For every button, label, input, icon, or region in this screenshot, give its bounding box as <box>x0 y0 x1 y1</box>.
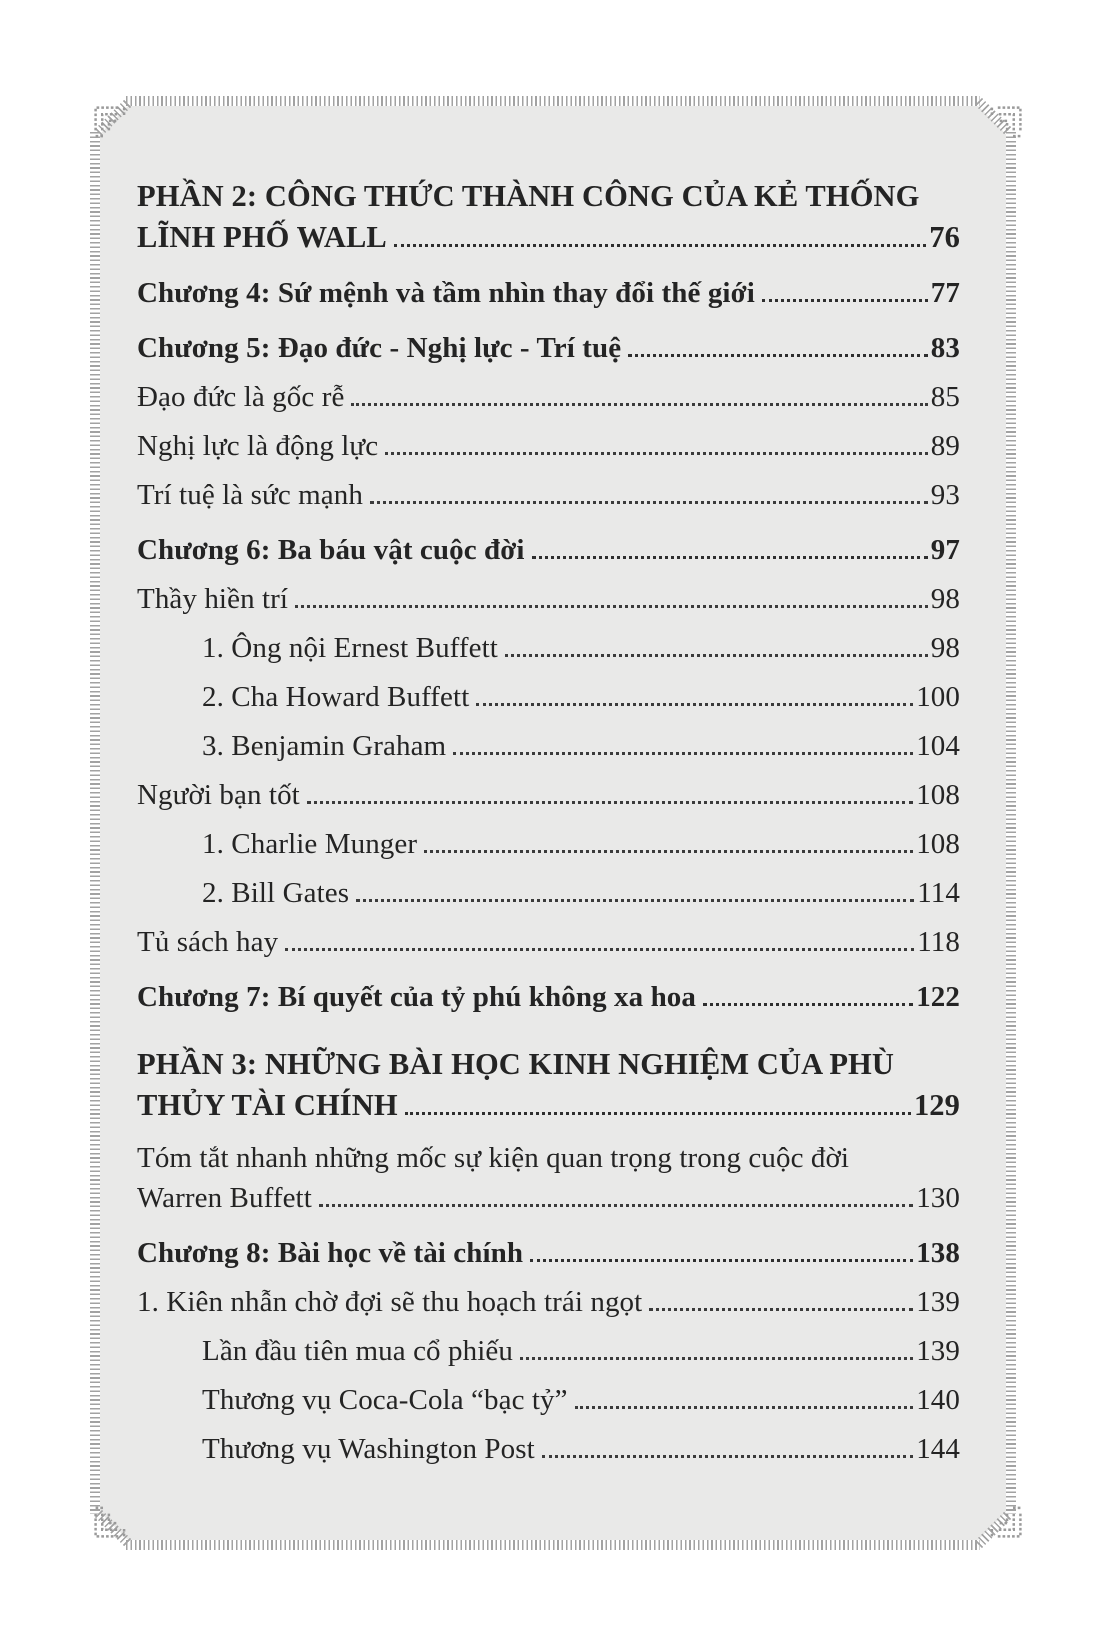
corner-ornament-icon <box>990 100 1028 138</box>
toc-entry-title: LĨNH PHỐ WALL <box>137 220 387 254</box>
dot-leader <box>575 1406 914 1409</box>
dot-leader <box>542 1455 913 1458</box>
toc-entry <box>137 176 960 258</box>
dot-leader <box>351 403 927 406</box>
toc-entry-title: Thương vụ Washington Post <box>202 1433 535 1465</box>
toc-entry-title: Người bạn tốt <box>137 779 300 811</box>
toc-entry <box>137 273 960 313</box>
toc-entry-page-number: 114 <box>917 877 960 909</box>
toc-entry-title: 2. Cha Howard Buffett <box>202 681 470 713</box>
dot-leader <box>319 1204 913 1207</box>
toc-entry <box>137 726 960 766</box>
toc-entry-page-number: 85 <box>930 381 960 413</box>
toc-entry-page-number: 138 <box>916 1237 960 1269</box>
toc-entry-page-number: 108 <box>916 779 960 811</box>
toc-entry <box>137 1282 960 1322</box>
toc-entry-page-number: 100 <box>916 681 960 713</box>
toc-entry-title: Warren Buffett <box>137 1182 312 1214</box>
toc-entry-title-line1: Tóm tắt nhanh những mốc sự kiện quan trọng trong cuộc đời <box>137 1142 850 1174</box>
toc-entry-title: Nghị lực là động lực <box>137 430 379 462</box>
toc-entry <box>137 579 960 619</box>
toc-entry-page-number: 98 <box>930 632 960 664</box>
toc-entry-page-number: 104 <box>916 730 960 762</box>
toc-entry-page-number: 76 <box>929 220 960 254</box>
toc-entry-page-number: 129 <box>913 1088 960 1122</box>
toc-entry-title-line1: PHẦN 3: NHỮNG BÀI HỌC KINH NGHIỆM CỦA PHÙ <box>137 1047 894 1081</box>
toc-entry-title: THỦY TÀI CHÍNH <box>137 1088 398 1122</box>
dot-leader <box>628 354 928 357</box>
toc-entry-title: Trí tuệ là sức mạnh <box>137 479 363 511</box>
toc-entry <box>137 873 960 913</box>
dot-leader <box>394 244 926 247</box>
dot-leader <box>649 1308 913 1311</box>
toc-entry-title: Chương 6: Ba báu vật cuộc đời <box>137 534 525 566</box>
dot-leader <box>285 948 914 951</box>
tick-border-left <box>90 132 100 1514</box>
toc-entry <box>137 922 960 962</box>
toc-entry-page-number: 139 <box>916 1286 960 1318</box>
tick-border-right <box>1006 132 1016 1514</box>
toc-entry <box>137 628 960 668</box>
toc-entry-title: Đạo đức là gốc rễ <box>137 381 345 413</box>
toc-entry <box>137 677 960 717</box>
dot-leader <box>385 452 928 455</box>
toc-entry-title: Thương vụ Coca-Cola “bạc tỷ” <box>202 1384 568 1416</box>
dot-leader <box>530 1259 913 1262</box>
corner-ornament-icon <box>88 1506 126 1544</box>
tick-border-bottom <box>126 1540 980 1550</box>
dot-leader <box>424 850 913 853</box>
toc-entry <box>137 377 960 417</box>
toc-entry-page-number: 139 <box>916 1335 960 1367</box>
toc-entry-title: 1. Charlie Munger <box>202 828 418 860</box>
toc-entry-title: Chương 8: Bài học về tài chính <box>137 1237 524 1269</box>
toc-entry <box>137 1233 960 1273</box>
toc-entry-title: 1. Kiên nhẫn chờ đợi sẽ thu hoạch trái ngọt <box>137 1286 643 1318</box>
toc-entry <box>137 1138 960 1218</box>
toc-entry <box>137 824 960 864</box>
toc-entry-page-number: 140 <box>916 1384 960 1416</box>
toc-entry <box>137 328 960 368</box>
dot-leader <box>307 801 913 804</box>
toc-entry-page-number: 108 <box>916 828 960 860</box>
toc-entry <box>137 1044 960 1126</box>
toc-entry <box>137 530 960 570</box>
dot-leader <box>370 501 928 504</box>
toc-entry <box>137 775 960 815</box>
toc-entry <box>137 977 960 1017</box>
dot-leader <box>295 605 928 608</box>
dot-leader <box>505 654 928 657</box>
dot-leader <box>520 1357 913 1360</box>
toc-entry <box>137 475 960 515</box>
toc-entry-title: Lần đầu tiên mua cổ phiếu <box>202 1335 513 1367</box>
toc-entry-title: 2. Bill Gates <box>202 877 350 909</box>
dot-leader <box>762 299 928 302</box>
toc-entry-page-number: 93 <box>930 479 960 511</box>
toc-entry-page-number: 83 <box>930 332 960 364</box>
toc-entry-title: Thầy hiền trí <box>137 583 289 615</box>
dot-leader <box>532 556 928 559</box>
toc-entry-page-number: 97 <box>930 534 960 566</box>
toc-entry-page-number: 144 <box>916 1433 960 1465</box>
toc-entry-page-number: 89 <box>930 430 960 462</box>
toc-entry-page-number: 130 <box>916 1182 960 1214</box>
corner-ornament-icon <box>990 1506 1028 1544</box>
toc-entry <box>137 1380 960 1420</box>
dot-leader <box>703 1003 913 1006</box>
toc-entry-page-number: 77 <box>930 277 960 309</box>
toc-entry-title-line1: PHẦN 2: CÔNG THỨC THÀNH CÔNG CỦA KẺ THỐNG <box>137 179 920 213</box>
tick-border-top <box>126 96 980 106</box>
dot-leader <box>453 752 913 755</box>
toc-entry-page-number: 122 <box>916 981 960 1013</box>
toc-entry-title: 3. Benjamin Graham <box>202 730 447 762</box>
toc-entry <box>137 1429 960 1469</box>
toc-entry <box>137 1331 960 1371</box>
toc-entry-page-number: 118 <box>917 926 960 958</box>
dot-leader <box>476 703 913 706</box>
toc-entry-title: Chương 5: Đạo đức - Nghị lực - Trí tuệ <box>137 332 622 364</box>
dot-leader <box>405 1112 911 1115</box>
table-of-contents <box>137 176 960 1478</box>
toc-entry-title: Tủ sách hay <box>137 926 279 958</box>
toc-entry-title: Chương 4: Sứ mệnh và tầm nhìn thay đổi thế giới <box>137 277 755 309</box>
dot-leader <box>356 899 914 902</box>
corner-ornament-icon <box>88 100 126 138</box>
toc-entry-title: 1. Ông nội Ernest Buffett <box>202 632 498 664</box>
toc-entry-title: Chương 7: Bí quyết của tỷ phú không xa hoa <box>137 981 697 1013</box>
toc-entry-page-number: 98 <box>930 583 960 615</box>
toc-entry <box>137 426 960 466</box>
